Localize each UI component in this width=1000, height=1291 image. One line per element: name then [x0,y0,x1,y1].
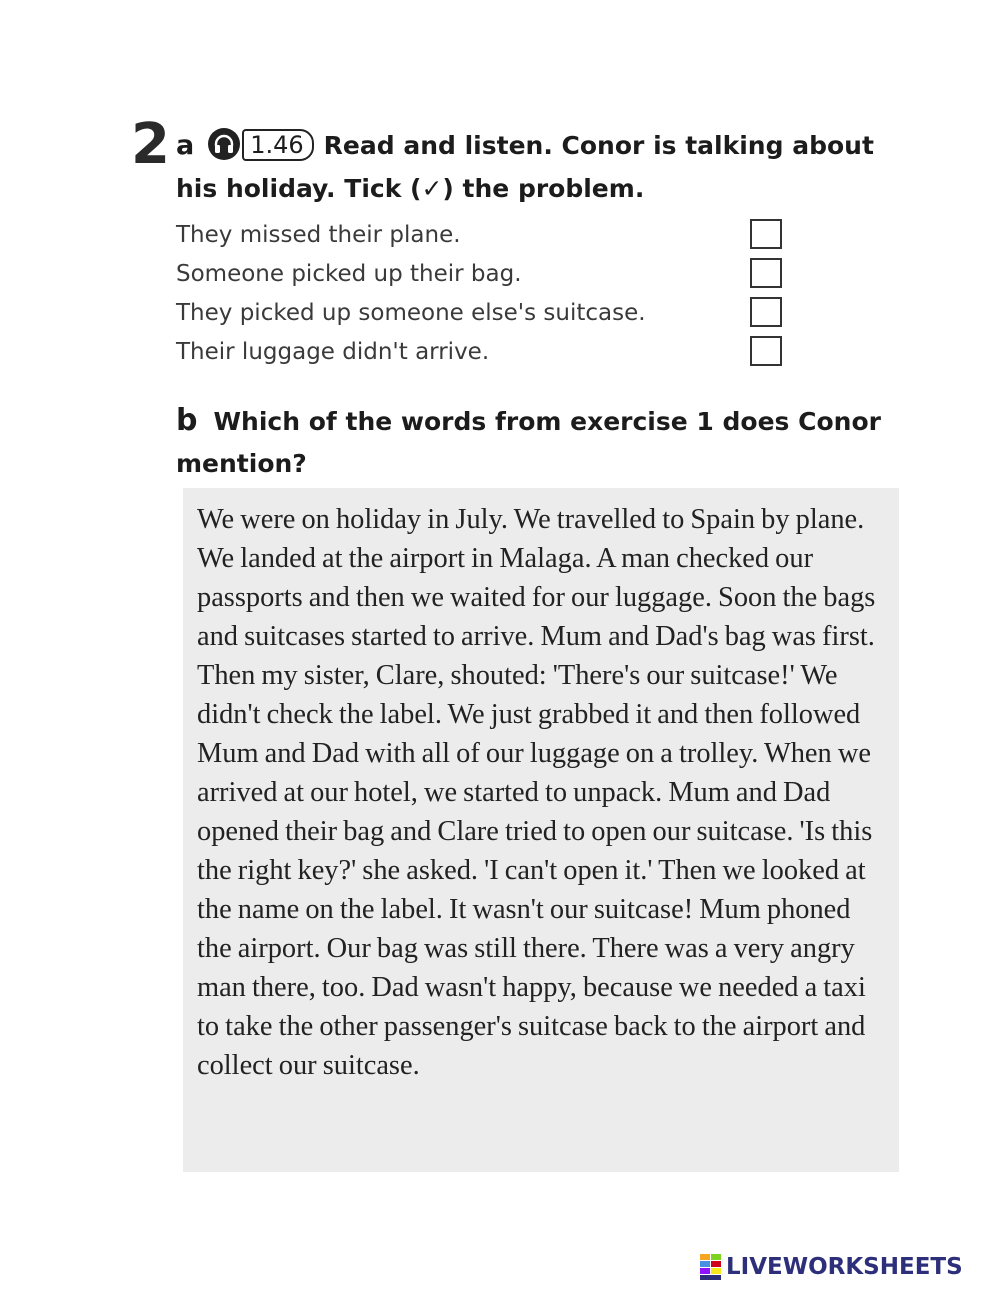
option-text: They picked up someone else's suitcase. [176,300,646,326]
reading-passage-box [183,488,899,1172]
headphones-icon[interactable] [208,128,240,160]
part-a-instruction-block [176,124,916,210]
brand-name: LIVEWORKSHEETS [726,1254,963,1280]
brand-footer [700,1252,963,1282]
option-item [176,333,796,372]
option-item [176,255,796,294]
option-item [176,294,796,333]
tick-checkbox[interactable] [750,336,782,366]
tick-checkbox[interactable] [750,219,782,249]
tick-checkbox[interactable] [750,297,782,327]
part-b-label: b [176,403,198,438]
tick-options-list [176,216,796,372]
reading-passage-text: We were on holiday in July. We travelled to Spain by plane. We landed at the airport in Malaga. A man checked our passports and then we waited for our luggage. Soon the bags and suitcases started to arrive. Mum and Dad's bag was first. Then my sister, Clare, shouted: 'There's our suitcase!' We didn't check the label. We just grabbed it and then followed Mum and Dad with all of our luggage on a trolley. When we arrived at our hotel, we started to unpack. Mum and Dad opened their bag and Clare tried to open our suitcase. 'Is this the right key?' she asked. 'I can't open it.' Then we looked at the name on the label. It wasn't our suitcase! Mum phoned the airport. Our bag was still there. There was a very angry man there, too. Dad wasn't happy, because we needed a taxi to take the other passenger's suitcase back to the airport and collect our suitcase. [197,504,876,1081]
part-a-label: a [176,130,195,161]
part-b-question-block [176,400,916,485]
tick-checkbox[interactable] [750,258,782,288]
option-item [176,216,796,255]
option-text: Their luggage didn't arrive. [176,339,490,365]
option-text: Someone picked up their bag. [176,261,522,287]
option-text: They missed their plane. [176,222,461,248]
audio-track-badge[interactable]: 1.46 [242,129,313,161]
liveworksheets-logo-icon [700,1254,722,1280]
exercise-number: 2 [131,112,168,177]
part-b-question: Which of the words from exercise 1 does Conor mention? [176,407,881,478]
part-a-instruction: Read and listen. Conor is talking about his holiday. Tick (✓) the problem. [176,131,874,203]
